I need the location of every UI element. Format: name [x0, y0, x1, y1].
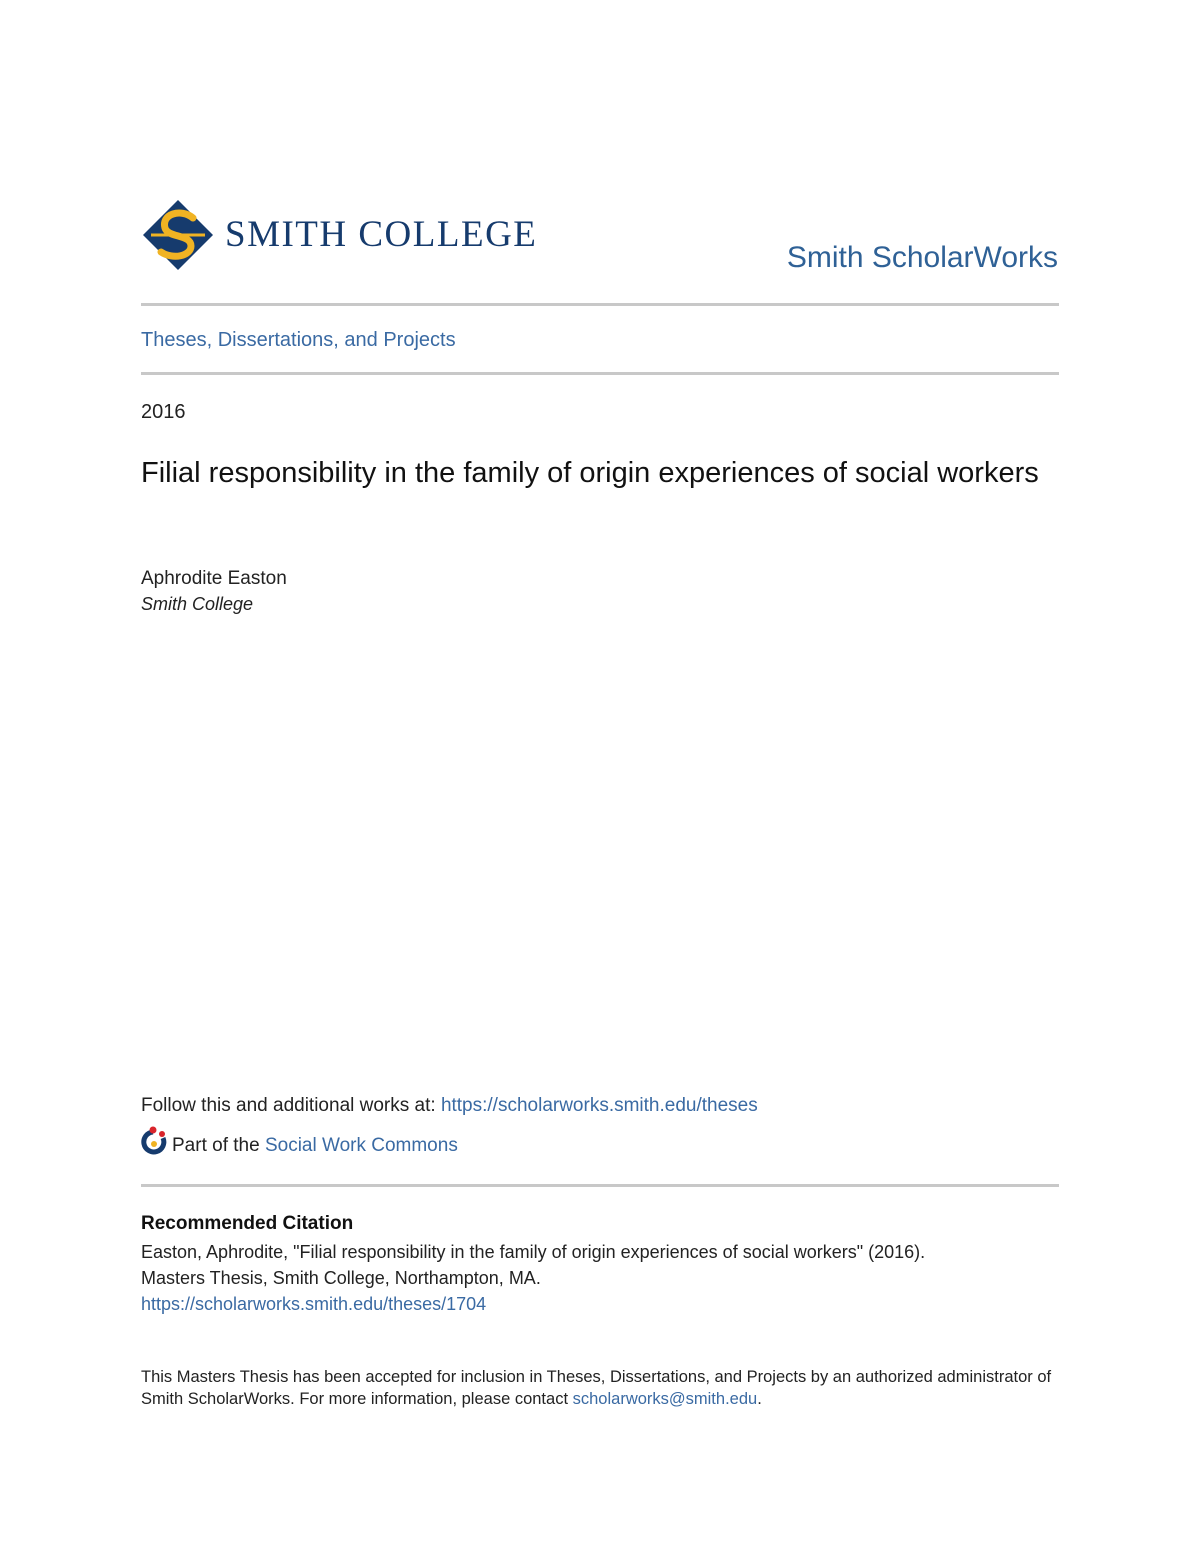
part-of-line: [172, 1133, 458, 1159]
repository-name[interactable]: Smith ScholarWorks: [786, 241, 1058, 274]
publication-year: 2016: [141, 401, 186, 423]
divider: [141, 372, 1059, 375]
divider: [141, 303, 1059, 306]
notice-text: This Masters Thesis has been accepted for inclusion in Theses, Dissertations, and Projects by an authorized administrator of Smith ScholarWorks. For more information, please contact: [141, 1368, 1052, 1408]
notice-end: .: [757, 1390, 762, 1408]
inclusion-notice: [141, 1366, 1061, 1410]
author-name: Aphrodite Easton: [141, 568, 287, 589]
series-link[interactable]: Theses, Dissertations, and Projects: [141, 329, 456, 351]
author-affiliation: Smith College: [141, 594, 254, 614]
citation-body: [141, 1239, 1041, 1317]
social-work-commons-link[interactable]: Social Work Commons: [264, 1135, 458, 1156]
divider: [141, 1184, 1059, 1187]
citation-line: Easton, Aphrodite, "Filial responsibility in the family of origin experiences of social workers" (2016).: [141, 1242, 926, 1262]
citation-line: Masters Thesis, Smith College, Northampton, MA.: [141, 1268, 541, 1288]
document-title: Filial responsibility in the family of origin experiences of social workers: [141, 457, 1039, 489]
follow-line: [141, 1093, 758, 1119]
citation-heading: Recommended Citation: [141, 1213, 354, 1234]
follow-label: Follow this and additional works at:: [141, 1095, 441, 1116]
contact-email-link[interactable]: scholarworks@smith.edu: [572, 1390, 758, 1408]
smith-college-wordmark: SMITH COLLEGE: [225, 214, 538, 255]
network-commons-icon: [141, 1126, 169, 1156]
smith-seal-icon: [141, 198, 215, 272]
part-of-label: Part of the: [172, 1135, 265, 1156]
citation-url-link[interactable]: https://scholarworks.smith.edu/theses/1704: [141, 1294, 487, 1314]
theses-url-link[interactable]: https://scholarworks.smith.edu/theses: [440, 1095, 758, 1116]
